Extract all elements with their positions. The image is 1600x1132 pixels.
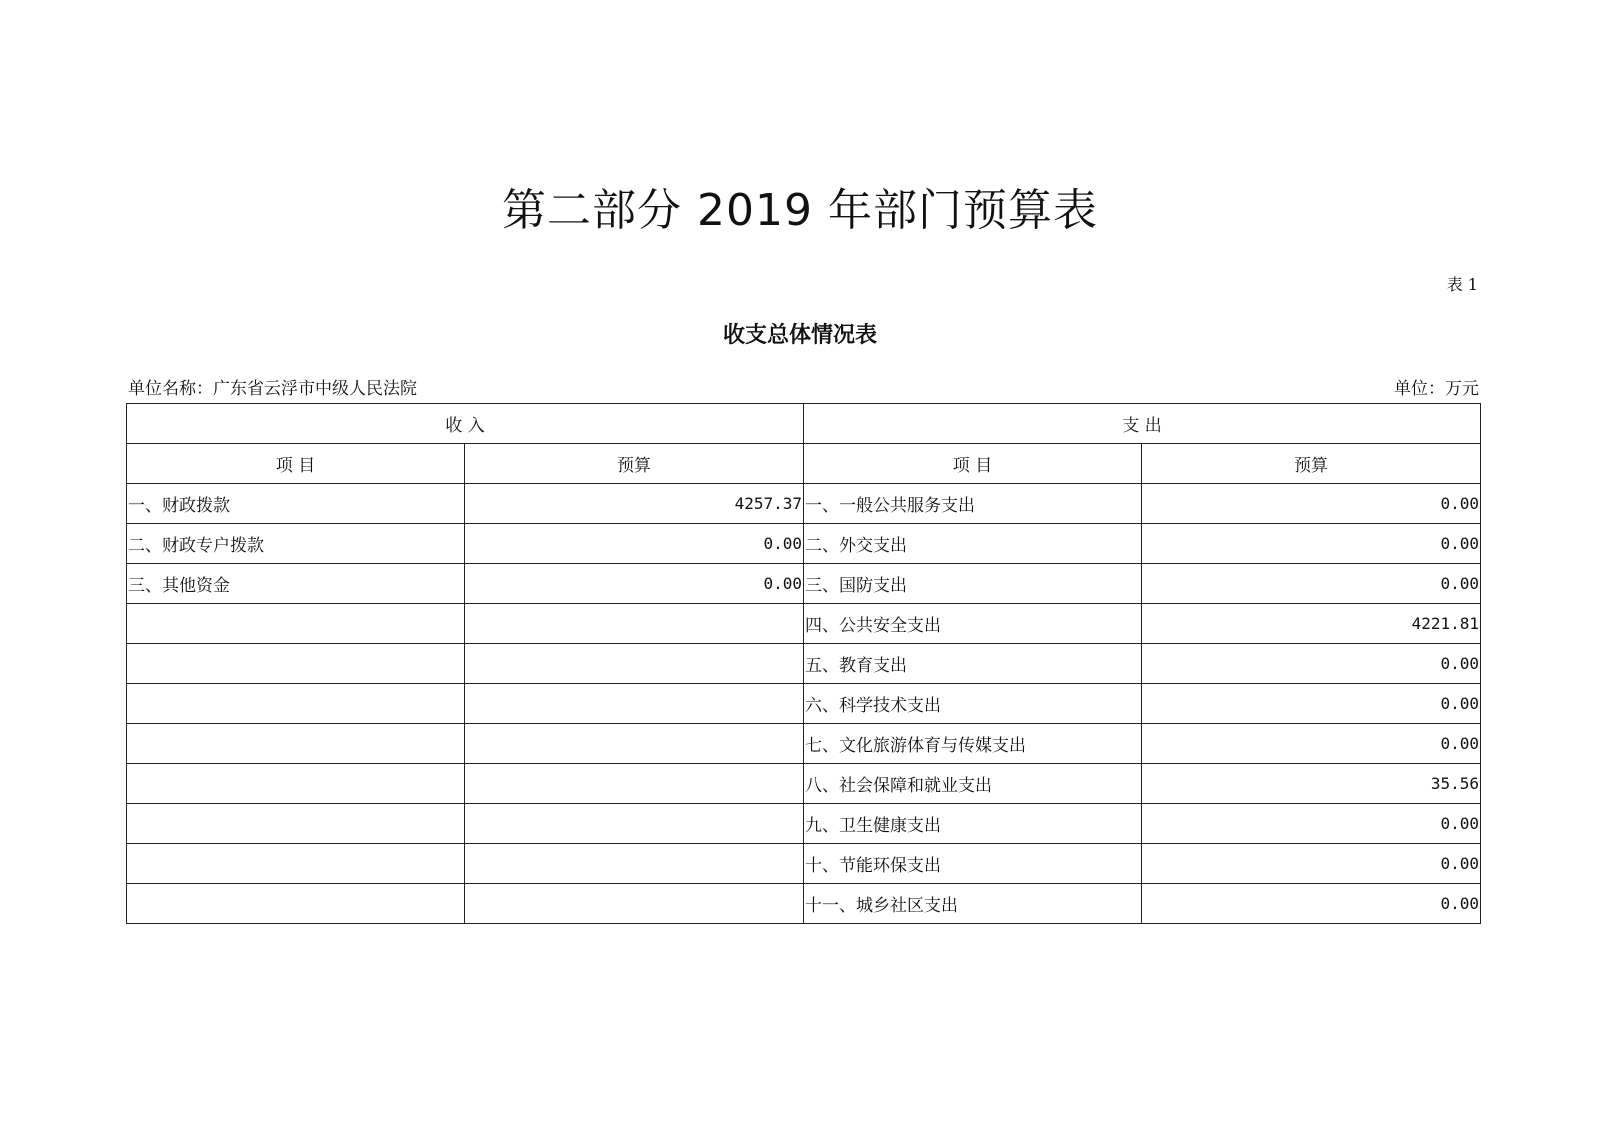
table-row [127,644,1481,684]
income-value-cell [465,764,804,804]
table-row [127,484,1481,524]
income-item-cell [127,684,465,724]
income-value-cell [465,724,804,764]
income-value-cell [465,884,804,924]
income-value-cell [465,684,804,724]
table-title: 收支总体情况表 [722,323,877,348]
income-item-header: 项 目 [127,444,465,484]
expense-item-cell: 一、一般公共服务支出 [804,484,1142,524]
table-row [127,804,1481,844]
table-row [127,764,1481,804]
expense-value-cell: 0.00 [1142,644,1481,684]
expense-value-cell: 0.00 [1142,684,1481,724]
income-item-cell [127,844,465,884]
expense-value-cell: 0.00 [1142,804,1481,844]
income-item-cell [127,644,465,684]
expense-item-cell: 三、国防支出 [804,564,1142,604]
table-row [127,884,1481,924]
expense-item-cell: 十一、城乡社区支出 [804,884,1142,924]
expense-value-cell: 0.00 [1142,524,1481,564]
expense-value-cell: 0.00 [1142,724,1481,764]
table-row [127,604,1481,644]
income-value-cell [465,644,804,684]
unit-label: 单位：万元 [1394,379,1479,399]
expense-item-cell: 五、教育支出 [804,644,1142,684]
income-item-cell: 三、其他资金 [127,564,465,604]
income-value-cell: 0.00 [465,564,804,604]
expense-value-cell: 0.00 [1142,844,1481,884]
income-item-cell [127,804,465,844]
income-budget-header: 预算 [465,444,804,484]
income-item-cell [127,724,465,764]
income-item-cell: 二、财政专户拨款 [127,524,465,564]
expense-value-cell: 0.00 [1142,564,1481,604]
expense-value-cell: 35.56 [1142,764,1481,804]
table-row [127,724,1481,764]
expense-item-cell: 八、社会保障和就业支出 [804,764,1142,804]
expense-value-cell: 4221.81 [1142,604,1481,644]
header-row-main [127,404,1481,444]
header-row-sub [127,444,1481,484]
table-row [127,524,1481,564]
table-row [127,844,1481,884]
income-value-cell [465,604,804,644]
income-value-cell [465,844,804,884]
income-item-cell [127,604,465,644]
expense-item-cell: 六、科学技术支出 [804,684,1142,724]
table-number: 表 1 [1446,275,1478,294]
income-item-cell: 一、财政拨款 [127,484,465,524]
table-row [127,564,1481,604]
income-item-cell [127,884,465,924]
expense-budget-header: 预算 [1142,444,1481,484]
expense-item-cell: 九、卫生健康支出 [804,804,1142,844]
income-item-cell [127,764,465,804]
expense-item-cell: 十、节能环保支出 [804,844,1142,884]
expense-item-cell: 四、公共安全支出 [804,604,1142,644]
expense-value-cell: 0.00 [1142,484,1481,524]
expense-header: 支 出 [804,404,1481,444]
expense-item-cell: 二、外交支出 [804,524,1142,564]
income-value-cell: 0.00 [465,524,804,564]
page-title: 第二部分 2019 年部门预算表 [502,185,1098,236]
income-header: 收 入 [127,404,804,444]
unit-name: 单位名称：广东省云浮市中级人民法院 [128,379,417,399]
income-value-cell: 4257.37 [465,484,804,524]
budget-table [126,403,1481,924]
income-value-cell [465,804,804,844]
expense-item-cell: 七、文化旅游体育与传媒支出 [804,724,1142,764]
expense-value-cell: 0.00 [1142,884,1481,924]
expense-item-header: 项 目 [804,444,1142,484]
table-row [127,684,1481,724]
